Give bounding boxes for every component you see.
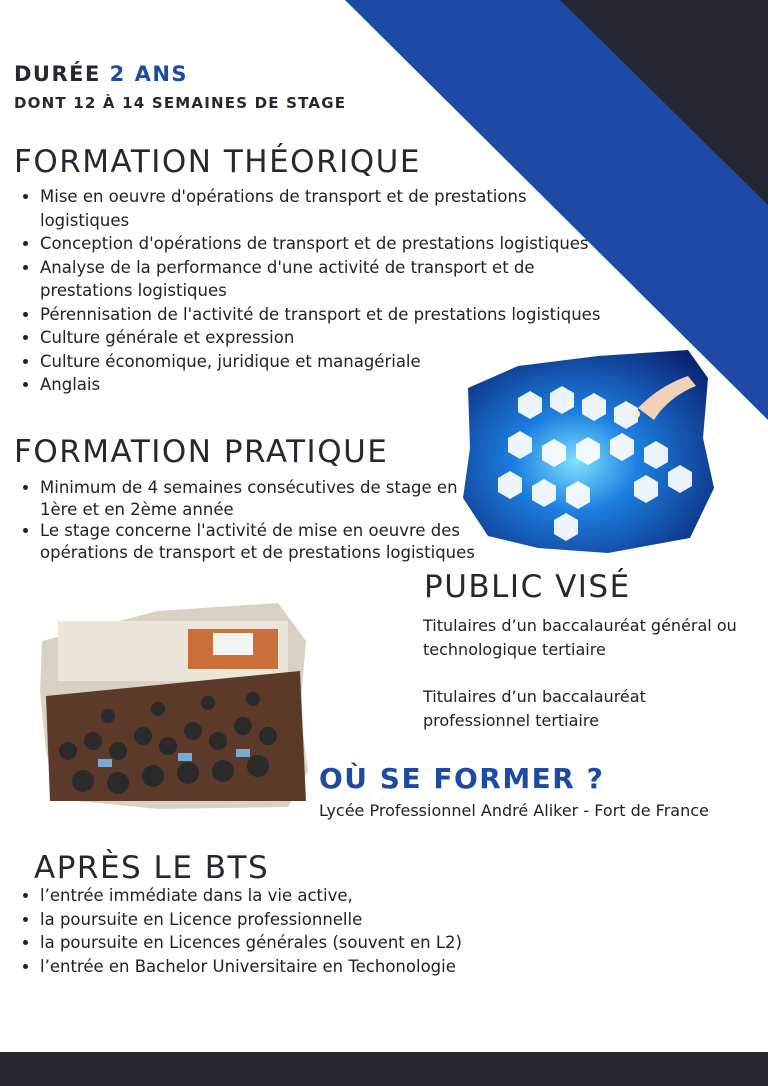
list-item: • Anglais: [40, 373, 640, 397]
list-item: • Conception d'opérations de transport et de prestations logistiques: [40, 232, 640, 256]
duration-label: DURÉE: [14, 62, 101, 86]
pratique-list: [14, 477, 490, 563]
section-title-apres-bts: APRÈS LE BTS: [34, 850, 270, 886]
duration-value: 2 ANS: [109, 62, 189, 86]
apres-bts-list: [14, 884, 540, 978]
footer-bar: [0, 1052, 768, 1086]
list-item: • Pérennisation de l'activité de transport et de prestations logistiques: [40, 303, 640, 327]
list-item: • Culture générale et expression: [40, 326, 640, 350]
training-location: Lycée Professionnel André Aliker - Fort de France: [319, 801, 709, 820]
list-item: • Mise en oeuvre d'opérations de transport et de prestations logistiques: [40, 185, 540, 232]
duration-heading: [14, 62, 188, 86]
list-item: • Minimum de 4 semaines consécutives de stage en 1ère et en 2ème année: [40, 477, 490, 520]
list-item: • l’entrée en Bachelor Universitaire en Techonologie: [40, 955, 540, 979]
list-item: • Le stage concerne l'activité de mise en oeuvre des opérations de transport et de prestations logistiques: [40, 520, 490, 563]
public-paragraph-2: Titulaires d’un baccalauréat professionnel tertiaire: [423, 687, 646, 730]
lecture-hall-photo: [38, 601, 310, 811]
public-paragraph-1: Titulaires d’un baccalauréat général ou technologique tertiaire: [423, 616, 737, 659]
section-title-pratique: FORMATION PRATIQUE: [14, 434, 389, 470]
section-title-theorique: FORMATION THÉORIQUE: [14, 144, 421, 180]
list-item: • Analyse de la performance d'une activité de transport et de prestations logistiques: [40, 256, 550, 303]
section-title-public: PUBLIC VISÉ: [424, 569, 631, 605]
list-item: • la poursuite en Licences générales (souvent en L2): [40, 931, 540, 955]
list-item: • l’entrée immédiate dans la vie active,: [40, 884, 540, 908]
list-item: • la poursuite en Licence professionnelle: [40, 908, 540, 932]
section-title-ou-se-former: OÙ SE FORMER ?: [319, 762, 605, 795]
internship-duration: DONT 12 À 14 SEMAINES DE STAGE: [14, 94, 347, 112]
list-item: • Culture économique, juridique et managériale: [40, 350, 640, 374]
logistics-network-illustration: [458, 348, 716, 558]
